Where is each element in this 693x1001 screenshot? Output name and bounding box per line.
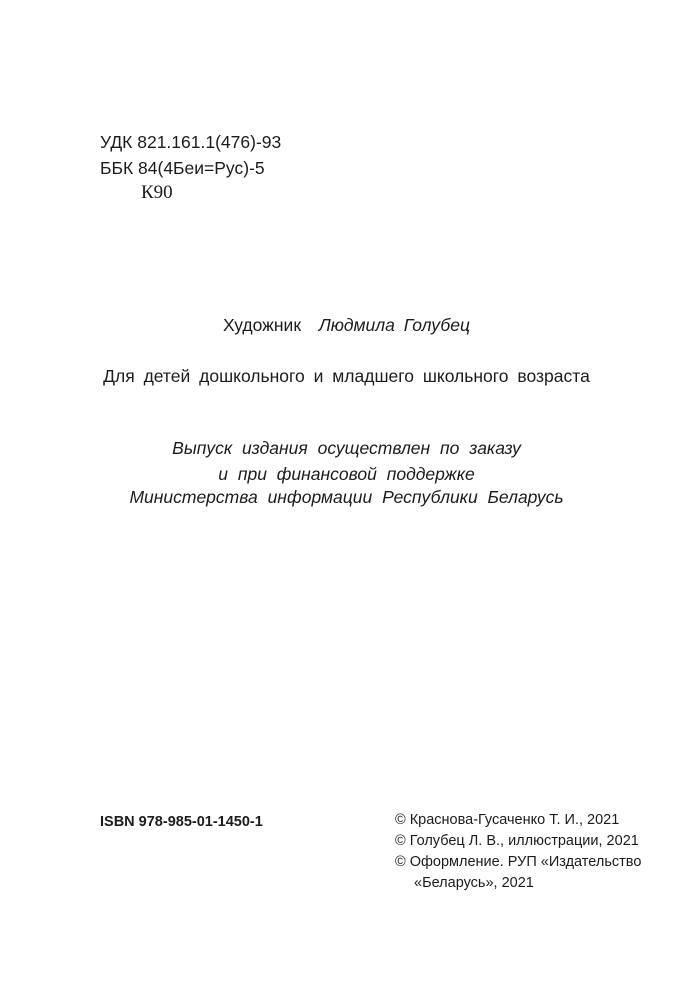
artist-credit bbox=[0, 315, 693, 336]
copyright-block bbox=[395, 810, 641, 894]
udk-code: УДК 821.161.1(476)-93 bbox=[100, 132, 282, 152]
author-mark: К90 bbox=[141, 182, 173, 203]
funding-note-line-2: и при финансовой поддержке bbox=[218, 464, 475, 484]
bbk-code: ББК 84(4Беи=Рус)-5 bbox=[100, 158, 265, 178]
artist-label: Художник bbox=[222, 315, 301, 335]
isbn: ISBN 978-985-01-1450-1 bbox=[100, 814, 263, 830]
audience-note: Для детей дошкольного и младшего школьного возраста bbox=[103, 366, 590, 386]
funding-note-line-3: Министерства информации Республики Беларусь bbox=[129, 487, 564, 507]
copyright-author: © Краснова-Гусаченко Т. И., 2021 bbox=[395, 812, 620, 828]
copyright-design: © Оформление. РУП «Издательство bbox=[395, 854, 642, 870]
funding-note-line-1: Выпуск издания осуществлен по заказу bbox=[172, 438, 521, 458]
artist-name: Людмила Голубец bbox=[318, 315, 471, 335]
copyright-design-continued: «Беларусь», 2021 bbox=[414, 875, 534, 891]
copyright-illustrations: © Голубец Л. В., иллюстрации, 2021 bbox=[395, 833, 639, 849]
